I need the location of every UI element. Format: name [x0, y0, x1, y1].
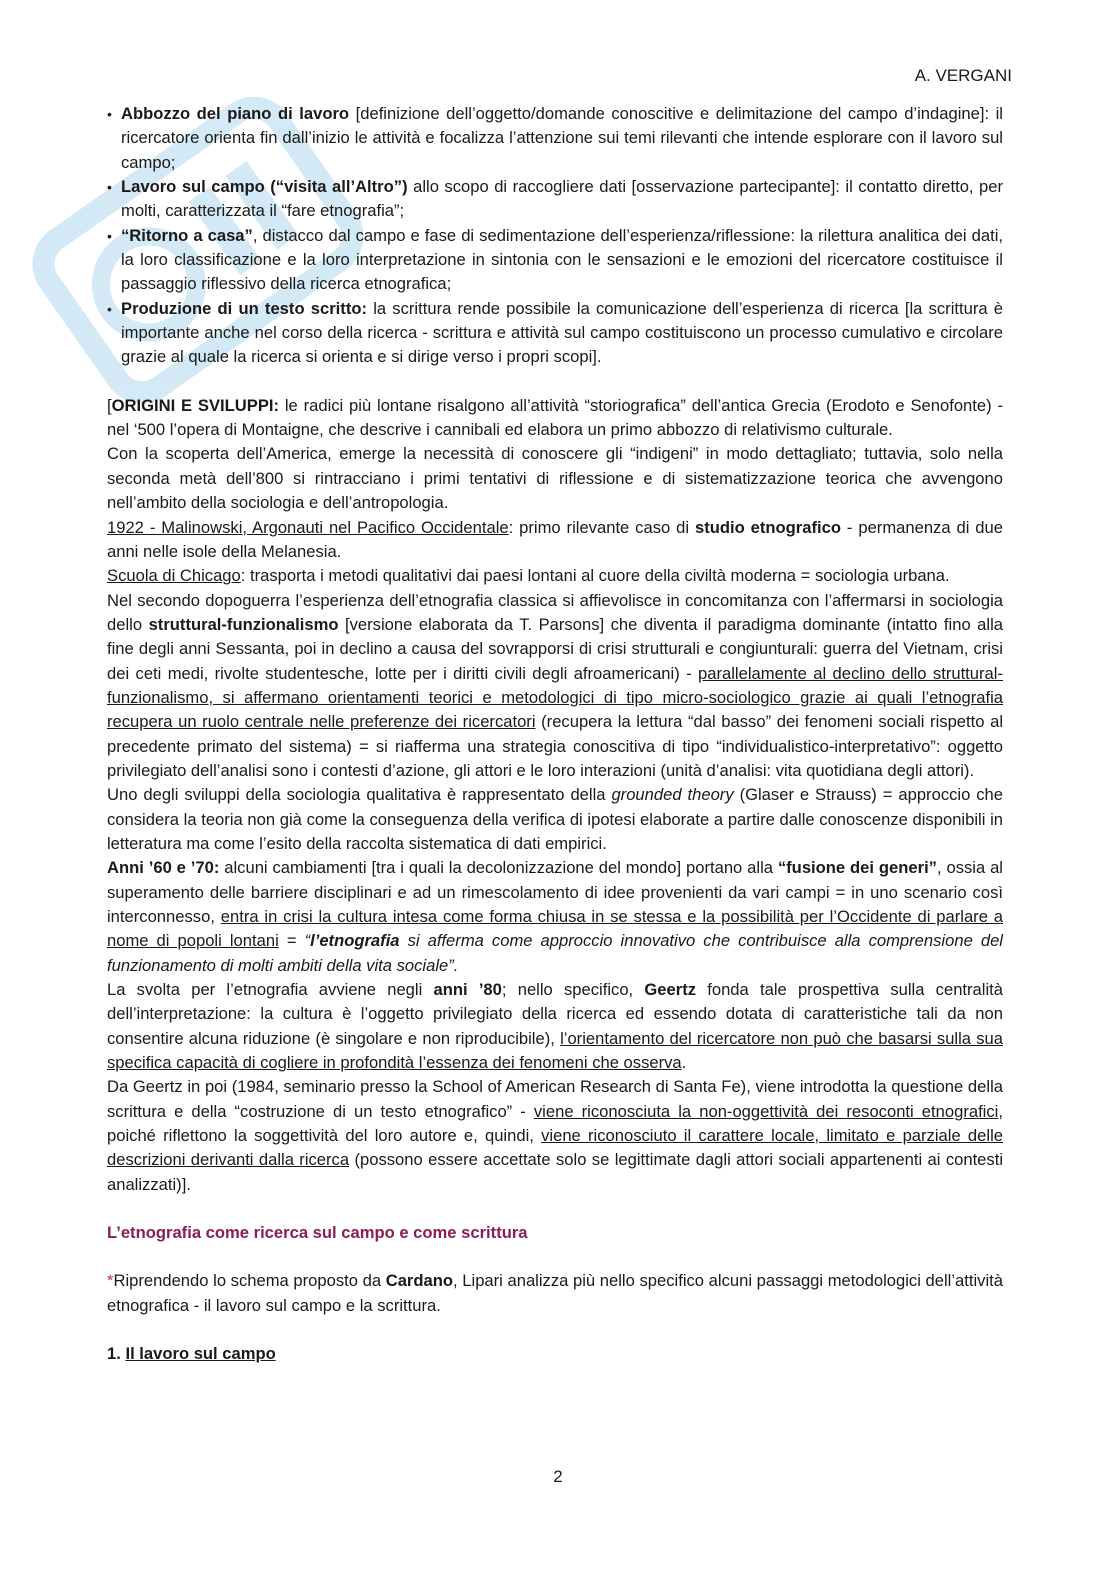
paragraph-eighties: La svolta per l’etnografia avviene negli anni ’80; nello specifico, Geertz fonda tale prospettiva sulla centralità dell’interpretazione: la cultura è l’oggetto privilegiato della ricerca ed essendo dotata di caratteristiche tali da non consentire alcuna riduzione (è singolare e non riproducibile), l’orientamento del ricercatore non può che basarsi sulla sua specifica capacità di cogliere in profondità l’essenza dei fenomeni che osserva. — [107, 980, 1003, 1073]
paragraph-chicago: Scuola di Chicago: trasporta i metodi qualitativi dai paesi lontani al cuore della civiltà moderna = sociologia urbana. — [107, 566, 950, 586]
list-item: • “Ritorno a casa”, distacco dal campo e fase di sedimentazione dell’esperienza/riflessione: la rilettura analitica dei dati, la loro classificazione e la loro interpretazione in sintonia con le sensazioni e le emozioni del ricercatore costituisce il passaggio riflessivo della ricerca etnografica; — [107, 224, 1003, 297]
list-item: • Abbozzo del piano di lavoro [definizione dell’oggetto/domande conoscitive e delimitazione del campo d’indagine]: il ricercatore orienta fin dall’inizio le attività e focalizza l’attenzione sui temi rilevanti che intende esplorare con il lavoro sul campo; — [107, 102, 1003, 175]
paragraph-geertz: Da Geertz in poi (1984, seminario presso la School of American Research di Santa Fe), viene introdotta la questione della scrittura e della “costruzione di un testo etnografico” - viene riconosciuta la non-oggettività dei resoconti etnografici, poiché riflettono la soggettività del loro autore e, quindi, viene riconosciuto il carattere locale, limitato e parziale delle descrizioni derivanti dalla ricerca (possono essere accettate solo se legittimate dagli attori sociali appartenenti ai contesti analizzati)]. — [107, 1077, 1004, 1194]
subsection-heading: 1. Il lavoro sul campo — [107, 1344, 276, 1364]
paragraph-malinowski: 1922 - Malinowski, Argonauti nel Pacifico Occidentale: primo rilevante caso di studio etnografico - permanenza di due anni nelle isole della Melanesia. — [107, 517, 1003, 561]
page-number: 2 — [553, 1467, 563, 1486]
page-header-author: A. VERGANI — [914, 66, 1012, 85]
paragraph-origins: [ORIGINI E SVILUPPI: le radici più lontane risalgono all’attività “storiografica” dell’antica Grecia (Erodoto e Senofonte) - nel ‘500 l’opera di Montaigne, che descrive i cannibali ed elabora un primo abbozzo di relativismo culturale. — [107, 395, 1003, 440]
section-title: L’etnografia come ricerca sul campo e come scrittura — [107, 1223, 528, 1243]
paragraph-grounded-theory: Uno degli sviluppi della sociologia qualitativa è rappresentato della grounded theory (Glaser e Strauss) = approccio che considera la teoria non già come la conseguenza della verifica di ipotesi elaborate a partire dalle conoscenze disponibili in letteratura ma come l’esito della raccolta sistematica di dati empirici. — [107, 785, 1004, 853]
paragraph-sixties-seventies: Anni ’60 e ’70: alcuni cambiamenti [tra i quali la decolonizzazione del mondo] portano alla “fusione dei generi”, ossia al superamento delle barriere disciplinari e ad un rimescolamento di idee provenienti da vari campi = in uno scenario così interconnesso, entra in crisi la cultura intesa come forma chiusa in se stessa e la possibilità per l’Occidente di parlare a nome di popoli lontani = “l’etnografia si afferma come approccio innovativo che contribuisce alla comprensione del funzionamento di molti ambiti della vita sociale”. — [107, 858, 1003, 975]
paragraph-postwar: Nel secondo dopoguerra l’esperienza dell’etnografia classica si affievolisce in concomitanza con l’affermarsi in sociologia dello struttural-funzionalismo [versione elaborata da T. Parsons] che diventa il paradigma dominante (intatto fino alla fine degli anni Sessanta, poi in declino a causa del sovrapporsi di crisi strutturali e congiunturali: guerra del Vietnam, crisi dei ceti medi, rivolte studentesche, lotte per i diritti civili degli afroamericani) - parallelamente al declino dello struttural-funzionalismo, si affermano orientamenti teorici e metodologici di tipo micro-sociologico grazie ai quali l’etnografia recupera un ruolo centrale nelle preferenze dei ricercatori (recupera la lettura “dal basso” dei fenomeni sociali rispetto al precedente primato del sistema) = si riafferma una strategia conoscitiva di tipo “individualistico-interpretativo”: oggetto privilegiato dell’analisi sono i contesti d’azione, gli attori e le loro interazioni (unità d’analisi: vita quotidiana degli attori). — [107, 590, 1004, 780]
document-body — [107, 102, 1003, 1367]
paragraph-america: Con la scoperta dell’America, emerge la necessità di conoscere gli “indigeni” in modo dettagliato; tuttavia, solo nella seconda metà dell’800 si rintracciano i primi tentativi di riflessione e di sistematizzazione teorica che avvengono nell’ambito della sociologia e dell’antropologia. — [107, 444, 1003, 513]
paragraph-cardano: *Riprendendo lo schema proposto da Cardano, Lipari analizza più nello specifico alcuni passaggi metodologici dell’attività etnografica - il lavoro sul campo e la scrittura. — [107, 1271, 1003, 1315]
list-item: • Produzione di un testo scritto: la scrittura rende possibile la comunicazione dell’esperienza di ricerca [la scrittura è importante anche nel corso della ricerca - scrittura e attività sul campo costituiscono un processo cumulativo e circolare grazie al quale la ricerca si orienta e si dirige verso i propri scopi]. — [107, 297, 1003, 370]
list-item: • Lavoro sul campo (“visita all’Altro”) allo scopo di raccogliere dati [osservazione partecipante]: il contatto diretto, per molti, caratterizzata il “fare etnografia”; — [107, 175, 1003, 224]
phases-list — [107, 102, 1003, 370]
